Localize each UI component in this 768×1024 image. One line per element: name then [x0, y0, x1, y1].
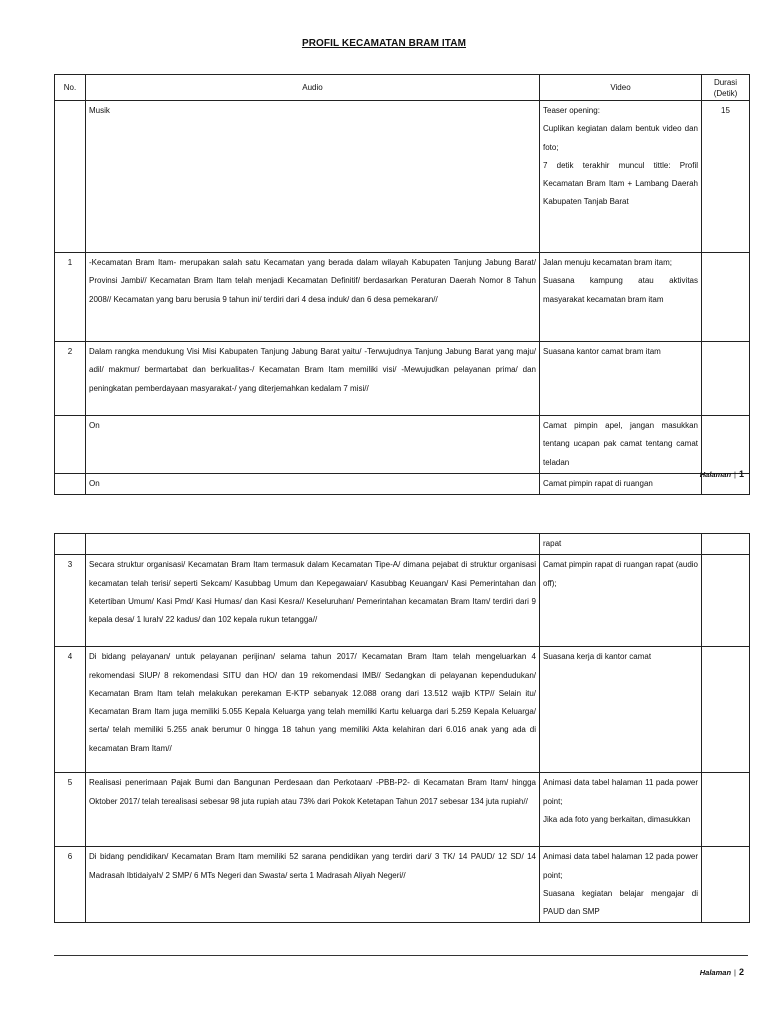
table-row [55, 773, 750, 847]
row-number: 1 [55, 253, 86, 342]
document-title: PROFIL KECAMATAN BRAM ITAM [301, 38, 467, 49]
table-row [55, 555, 750, 647]
footer-separator: | [734, 968, 736, 977]
video-line: Camat pimpin rapat di ruangan [543, 478, 653, 488]
video-line: Suasana kantor camat bram itam [543, 347, 661, 356]
duration-cell [702, 342, 750, 416]
video-line: Suasana kampung atau aktivitas masyarakat kecamatan bram itam [543, 276, 698, 304]
video-cell [540, 647, 702, 773]
video-cell [540, 342, 702, 416]
header-no: No. [55, 75, 86, 101]
video-cell [540, 847, 702, 923]
table-row [55, 473, 750, 494]
video-cell [540, 416, 702, 474]
audio-cell: Di bidang pendidikan/ Kecamatan Bram Itam memiliki 52 sarana pendidikan yang terdiri dari/ 3 TK/ 14 PAUD/ 12 SD/ 14 Madrasah Ibtidaiyah/ 2 SMP/ 6 MTs Negeri dan Swasta/ serta 1 Madrasah Aliyah Negeri// [86, 847, 540, 923]
video-line: Teaser opening: [543, 106, 600, 115]
duration-cell [702, 555, 750, 647]
table-row [55, 847, 750, 923]
header-durasi-label: Durasi [713, 77, 738, 87]
header-durasi-unit: (Detik) [713, 88, 738, 98]
audio-cell [86, 534, 540, 555]
row-number: 2 [55, 342, 86, 416]
duration-cell: 15 [702, 101, 750, 253]
page-footer-1 [700, 469, 744, 479]
video-line: Animasi data tabel halaman 11 pada power point; [543, 778, 698, 806]
table-row [55, 416, 750, 474]
audio-cell: On [86, 473, 540, 494]
video-line: Suasana kegiatan belajar mengajar di PAUD dan SMP [543, 888, 698, 917]
footer-separator: | [734, 470, 736, 479]
header-video: Video [540, 75, 702, 101]
video-cell [540, 101, 702, 253]
audio-cell: Secara struktur organisasi/ Kecamatan Bram Itam termasuk dalam Kecamatan Tipe-A/ dimana pejabat di struktur organisasi kecamatan telah terisi/ seperti Sekcam/ Kasubbag Umum dan Kepegawaian/ Kasubbag Keuangan/ Kasi Pemerintahan dan Ketertiban Umum/ Kasi Pmd/ Kasi Humas/ dan Kasi Kesra// Keseluruhan/ Pemerintahan kecamatan Bram Itam/ terdiri dari 9 kepala desa/ 1 lurah/ 22 kadus/ dan 102 kepala rukun tetangga// [86, 555, 540, 647]
duration-cell [702, 534, 750, 555]
row-number: 5 [55, 773, 86, 847]
script-table-page-2 [54, 533, 750, 923]
audio-cell: Dalam rangka mendukung Visi Misi Kabupaten Tanjung Jabung Barat yaitu/ -Terwujudnya Tanjung Jabung Barat yang maju/ adil/ makmur/ bermartabat dan berkualitas-/ Kecamatan Bram Itam memiliki visi/ -Mewujudkan pelayanan prima/ dan peningkatan pemberdayaan masyarakat-/ yang diterjemahkan kedalam 7 misi// [86, 342, 540, 416]
duration-cell [702, 416, 750, 474]
script-table-page-1 [54, 74, 750, 495]
table-row [55, 534, 750, 555]
duration-cell [702, 847, 750, 923]
video-line: 7 detik terakhir muncul tittle: Profil Kecamatan Bram Itam + Lambang Daerah Kabupaten Tanjab Barat [543, 160, 698, 207]
footer-divider [54, 955, 748, 956]
duration-cell [702, 773, 750, 847]
footer-label: Halaman [699, 470, 732, 479]
duration-cell [702, 253, 750, 342]
video-line: Suasana kerja di kantor camat [543, 652, 652, 662]
table-row [55, 253, 750, 342]
duration-cell [702, 647, 750, 773]
video-line: Animasi data tabel halaman 12 pada power point; [543, 852, 698, 880]
video-line: Camat pimpin apel, jangan masukkan tentang ucapan pak camat tentang camat teladan [543, 421, 698, 467]
video-line: rapat [543, 539, 562, 548]
video-cell [540, 555, 702, 647]
video-cell [540, 534, 702, 555]
table-header-row [55, 75, 750, 101]
page-number: 1 [738, 469, 744, 479]
footer-label: Halaman [699, 968, 732, 977]
header-audio: Audio [86, 75, 540, 101]
video-line: Camat pimpin rapat di ruangan rapat (audio off); [543, 560, 698, 588]
row-number: 6 [55, 847, 86, 923]
row-number [55, 473, 86, 494]
video-line: Cuplikan kegiatan dalam bentuk video dan foto; [543, 124, 698, 152]
row-number [55, 534, 86, 555]
audio-cell: -Kecamatan Bram Itam- merupakan salah satu Kecamatan yang berada dalam wilayah Kabupaten Tanjung Jabung Barat/ Provinsi Jambi// Kecamatan Bram Itam telah menjadi Kecamatan Definitif/ berdasarkan Peraturan Daerah Nomor 8 Tahun 2008// Kecamatan yang baru berusia 9 tahun ini/ terdiri dari 4 desa induk/ dan 6 desa pemekaran// [86, 253, 540, 342]
table-row [55, 342, 750, 416]
audio-cell: Di bidang pelayanan/ untuk pelayanan perijinan/ selama tahun 2017/ Kecamatan Bram Itam telah mengeluarkan 4 rekomendasi SIUP/ 8 rekomendasi SITU dan HO/ dan 19 rekomendasi IMB// Sedangkan di pelayanan kependudukan/ Kecamatan Bram Itam telah melakukan perekaman E-KTP sebanyak 12.088 orang dari 13.512 wajib KTP// Selain itu/ Kecamatan Bram Itam juga memiliki 5.055 Kepala Keluarga yang telah memiliki Kartu keluarga dari 5.259 Kepala Keluarga/ serta/ telah memiliki 5.255 anak berumur 0 hingga 18 tahun yang memiliki Akta kelahiran dari 6.016 anak yang ada di kecamatan Bram Itam// [86, 647, 540, 773]
video-cell [540, 253, 702, 342]
row-number: 3 [55, 555, 86, 647]
row-number [55, 101, 86, 253]
audio-cell: Realisasi penerimaan Pajak Bumi dan Bangunan Perdesaan dan Perkotaan/ -PBB-P2- di Kecamatan Bram Itam/ hingga Oktober 2017/ telah terealisasi sebesar 98 juta rupiah atau 73% dari Pokok Ketetapan Tahun 2017 sebesar 134 juta rupiah// [86, 773, 540, 847]
page-footer-2 [700, 967, 744, 977]
video-cell [540, 773, 702, 847]
page-number: 2 [738, 967, 744, 977]
audio-cell: On [86, 416, 540, 474]
header-durasi [702, 75, 750, 101]
video-cell [540, 473, 702, 494]
audio-cell: Musik [86, 101, 540, 253]
row-number: 4 [55, 647, 86, 773]
table-row [55, 101, 750, 253]
video-line: Jika ada foto yang berkaitan, dimasukkan [543, 814, 691, 824]
table-row [55, 647, 750, 773]
row-number [55, 416, 86, 474]
video-line: Jalan menuju kecamatan bram itam; [543, 258, 672, 267]
